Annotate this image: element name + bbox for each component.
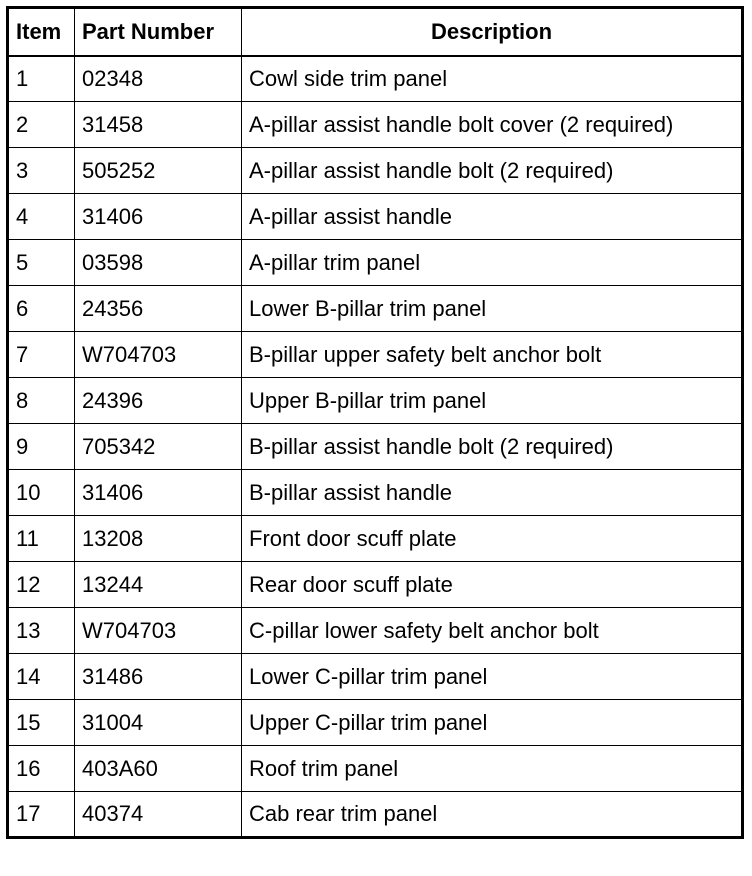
cell-item: 17 — [8, 792, 75, 838]
cell-item: 16 — [8, 746, 75, 792]
table-row — [8, 654, 743, 700]
cell-item: 2 — [8, 102, 75, 148]
table-row — [8, 700, 743, 746]
cell-item: 9 — [8, 424, 75, 470]
cell-part-number: 31406 — [75, 194, 242, 240]
cell-part-number: W704703 — [75, 332, 242, 378]
cell-item: 7 — [8, 332, 75, 378]
table-row — [8, 424, 743, 470]
cell-description: A-pillar assist handle — [242, 194, 743, 240]
cell-part-number: 13208 — [75, 516, 242, 562]
cell-item: 10 — [8, 470, 75, 516]
cell-description: Lower B-pillar trim panel — [242, 286, 743, 332]
cell-item: 13 — [8, 608, 75, 654]
table-row — [8, 562, 743, 608]
table-row — [8, 378, 743, 424]
table-row — [8, 332, 743, 378]
cell-description: Upper C-pillar trim panel — [242, 700, 743, 746]
cell-part-number: 505252 — [75, 148, 242, 194]
cell-item: 4 — [8, 194, 75, 240]
cell-part-number: 13244 — [75, 562, 242, 608]
cell-part-number: 24356 — [75, 286, 242, 332]
cell-item: 15 — [8, 700, 75, 746]
cell-item: 14 — [8, 654, 75, 700]
cell-part-number: 705342 — [75, 424, 242, 470]
cell-description: Cowl side trim panel — [242, 56, 743, 102]
cell-item: 1 — [8, 56, 75, 102]
column-header-item: Item — [8, 8, 75, 56]
cell-part-number: 31406 — [75, 470, 242, 516]
cell-description: Front door scuff plate — [242, 516, 743, 562]
cell-part-number: 24396 — [75, 378, 242, 424]
cell-description: C-pillar lower safety belt anchor bolt — [242, 608, 743, 654]
cell-part-number: 31004 — [75, 700, 242, 746]
table-header-row — [8, 8, 743, 56]
cell-item: 8 — [8, 378, 75, 424]
column-header-description: Description — [242, 8, 743, 56]
table-row — [8, 56, 743, 102]
table-row — [8, 608, 743, 654]
cell-description: Lower C-pillar trim panel — [242, 654, 743, 700]
column-header-part-number: Part Number — [75, 8, 242, 56]
table-row — [8, 516, 743, 562]
cell-description: A-pillar trim panel — [242, 240, 743, 286]
cell-description: Upper B-pillar trim panel — [242, 378, 743, 424]
table-row — [8, 792, 743, 838]
cell-description: Rear door scuff plate — [242, 562, 743, 608]
cell-description: B-pillar assist handle — [242, 470, 743, 516]
table-row — [8, 102, 743, 148]
table-row — [8, 746, 743, 792]
cell-part-number: 31486 — [75, 654, 242, 700]
cell-description: B-pillar upper safety belt anchor bolt — [242, 332, 743, 378]
table-row — [8, 240, 743, 286]
cell-description: A-pillar assist handle bolt cover (2 required) — [242, 102, 743, 148]
parts-table — [6, 6, 744, 839]
cell-part-number: 40374 — [75, 792, 242, 838]
cell-description: B-pillar assist handle bolt (2 required) — [242, 424, 743, 470]
cell-description: Roof trim panel — [242, 746, 743, 792]
cell-item: 5 — [8, 240, 75, 286]
cell-part-number: 03598 — [75, 240, 242, 286]
cell-part-number: W704703 — [75, 608, 242, 654]
cell-part-number: 403A60 — [75, 746, 242, 792]
cell-description: Cab rear trim panel — [242, 792, 743, 838]
cell-item: 11 — [8, 516, 75, 562]
cell-item: 3 — [8, 148, 75, 194]
cell-part-number: 02348 — [75, 56, 242, 102]
table-row — [8, 148, 743, 194]
table-row — [8, 470, 743, 516]
cell-item: 6 — [8, 286, 75, 332]
table-row — [8, 286, 743, 332]
cell-part-number: 31458 — [75, 102, 242, 148]
table-row — [8, 194, 743, 240]
cell-item: 12 — [8, 562, 75, 608]
cell-description: A-pillar assist handle bolt (2 required) — [242, 148, 743, 194]
